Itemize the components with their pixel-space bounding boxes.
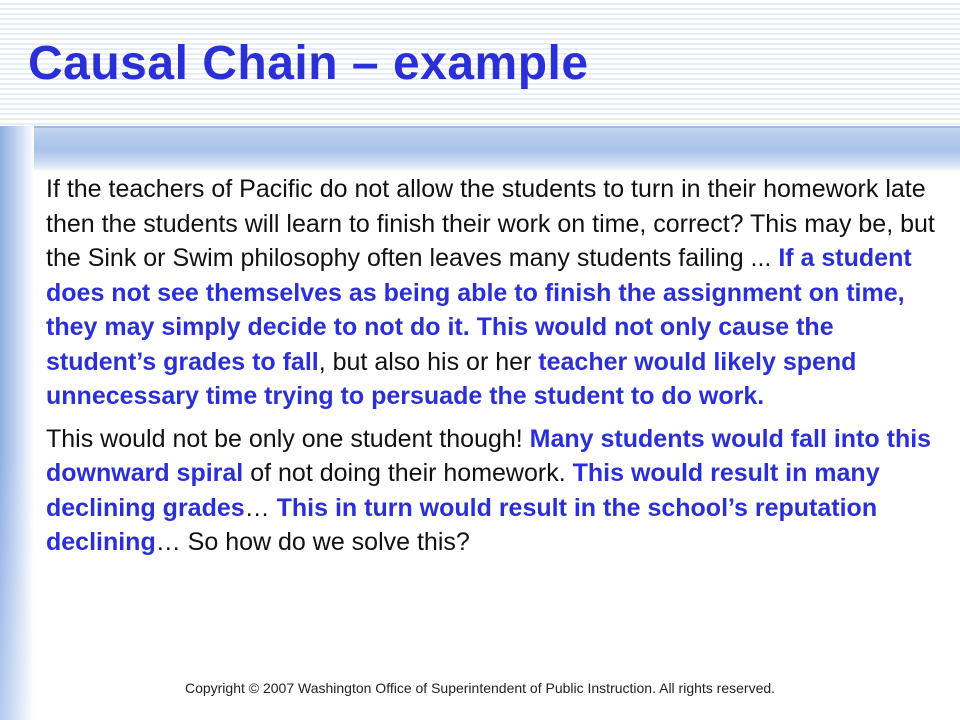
left-gradient-fade <box>0 126 34 720</box>
paragraph-2-highlight-1: Many students would fall into this downward spiral <box>46 424 932 487</box>
paragraph-2-text-3: … <box>244 493 277 522</box>
paragraph-1-highlight-2: teacher would likely spend unnecessary time trying to persuade the student to do work. <box>46 347 857 410</box>
copyright-footer: Copyright © 2007 Washington Office of Superintendent of Public Instruction. All rights reserved. <box>184 680 776 696</box>
paragraph-2-highlight-2: This would result in many declining grades <box>46 459 880 522</box>
paragraph-1-text-1: If the teachers of Pacific do not allow the students to turn in their homework late then the students will learn to finish their work on time, correct? This may be, but the Sink or Swim philosophy often leaves many students failing ... <box>46 175 935 272</box>
paragraph-2-text-1: This would not be only one student though! <box>46 424 530 453</box>
header-divider-band <box>0 126 960 170</box>
slide-title: Causal Chain – example <box>28 37 589 90</box>
slide-body <box>46 172 950 560</box>
paragraph-2 <box>46 422 950 560</box>
paragraph-2-text-4: … So how do we solve this? <box>155 528 470 556</box>
header-divider-line <box>0 126 960 128</box>
paragraph-2-text-2: of not doing their homework. <box>243 459 573 487</box>
paragraph-1 <box>46 172 950 414</box>
paragraph-1-highlight-1: If a student does not see themselves as being able to finish the assignment on time, they may simply decide to not do it. This would not only cause the student’s grades to fall <box>46 244 912 376</box>
paragraph-1-text-2: , but also his or her <box>318 347 539 376</box>
paragraph-2-highlight-3: This in turn would result in the school’s reputation declining <box>46 493 878 556</box>
